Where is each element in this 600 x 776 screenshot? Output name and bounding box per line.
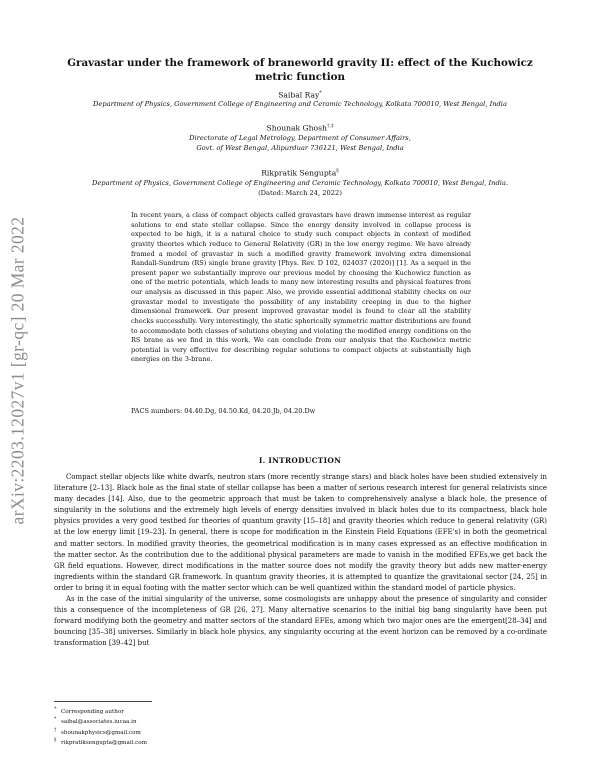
footnote: * saibal@associates.iucaa.in [54,717,137,726]
footnote: † shounakphysics@gmail.com [54,727,141,736]
arxiv-identifier-stamp [6,190,30,550]
arxiv-id: arXiv:2203.12027v1 [gr-qc] 20 Mar 2022 [7,216,28,524]
author-name: Shounak Ghosh†,‡ [266,123,334,133]
footnotes [54,706,147,748]
date-line: (Dated: March 24, 2022) [258,189,342,197]
author-affiliation: Govt. of West Bengal, Alipurduar 736121, West Bengal, India [196,144,404,152]
author-affiliation: Directorate of Legal Metrology, Department of Consumer Affairs, [189,134,411,142]
abstract: In recent years, a class of compact objects called gravastars have drawn immense interest as regular solutions to end state stellar collapse. Since the energy density involved in collapse process is expected to be high, it is a natural choice to study such compact objects in context of modified gravity theories which reduce to General Relativity (GR) in the low energy regime. We have already framed a model of gravastar in such a modified gravity framework involving extra dimensional Randall-Sundrum (RS) single brane gravity [Phys. Rev. D 102, 024037 (2020)] [1]. As a sequel in the present paper we substantially improve our previous model by choosing the Kuchowicz function as one of the metric potentials, which leads to many new interesting results and physical features from our analysis as discussed in this paper. Also, we provide essential additional stability checks on our gravastar model to investigate the possibility of any instability creeping in due to the higher dimensional framework. Our present improved gravastar model is found to clear all the stability checks successfully. Very interestingly, the static spherically symmetric matter distributions are found to accommodate both classes of solutions obeying and violating the modified energy conditions on the RS brane as we find in this work. We can conclude from our analysis that the Kuchowicz metric potential is very effective for describing regular solutions to compact objects at substantially high energies on the 3-brane. [131,211,471,364]
paragraph: Compact stellar objects like white dwarfs, neutron stars (more recently strange stars) and black holes have been studied extensively in literature [2–13]. Black hole as the final state of stellar collapse has been a matter of serious research interest for general relativists since many decades [14]. Also, due to the geometric approach that must be taken to comprehensively analyse a black hole, the presence of singularity in the solutions and the extremely high levels of energy densities involved in black holes due to its compactness, black hole physics provides a very good testbed for theories of quantum gravity [15–18] and gravity theories which reduce to general relativity (GR) at the low energy limit [19–23]. In general, there is scope for modification in the Einstein Field Equations (EFE's) in both the geometrical and matter sectors. In modified gravity theories, the geometrical modification is in many cases expressed as an effective modification in the matter sector. As the contribution due to the additional physical parameters are made to vanish in the modified EFEs,we get back the GR field equations. However, direct modifications in the matter source does not modify the gravity theory but adds new matter-energy ingredients within the standard GR framework. In quantum gravity theories, it is attempted to quantize the gravitaional sector [24, 25] in order to bring it in equal footing with the matter sector which can be well quantized within the standard model of particle physics. [54,473,547,592]
paragraph: As in the case of the initial singularity of the universe, some cosmologists are unhappy about the presence of singularity and consider this a consequence of the incompleteness of GR [26, 27]. Many alternative scenarios to the initial big bang singularity have been put forward modifying both the geometry and matter sectors of the standard EFEs, among which two major ones are the emergent[28–34] and bouncing [35–38] universes. Similarly in black hole physics, any singularity occuring at the event horizon can be removed by a co-ordinate transformation [39–42] but [54,595,547,648]
footnote: § rikpratiksengupta@gmail.com [54,738,147,747]
author-name: Saibal Ray* [278,90,322,100]
author-name: Rikpratik Sengupta§ [261,168,339,178]
footnote-rule [54,701,152,702]
paper-title: Gravastar under the framework of braneworld gravity II: effect of the Kuchowicz metric function [67,57,533,83]
footnote: * Corresponding author [54,707,124,715]
author-affiliation: Department of Physics, Government College of Engineering and Ceramic Technology, Kolkata 700010, West Bengal, India [93,100,507,108]
author-affiliation: Department of Physics, Government College of Engineering and Ceramic Technology, Kolkata 700010, West Bengal, India. [91,179,508,187]
pacs-numbers: PACS numbers: 04.40.Dg, 04.50.Kd, 04.20.Jb, 04.20.Dw [131,407,316,415]
section-heading: I. INTRODUCTION [258,456,342,465]
introduction-body [54,472,547,650]
